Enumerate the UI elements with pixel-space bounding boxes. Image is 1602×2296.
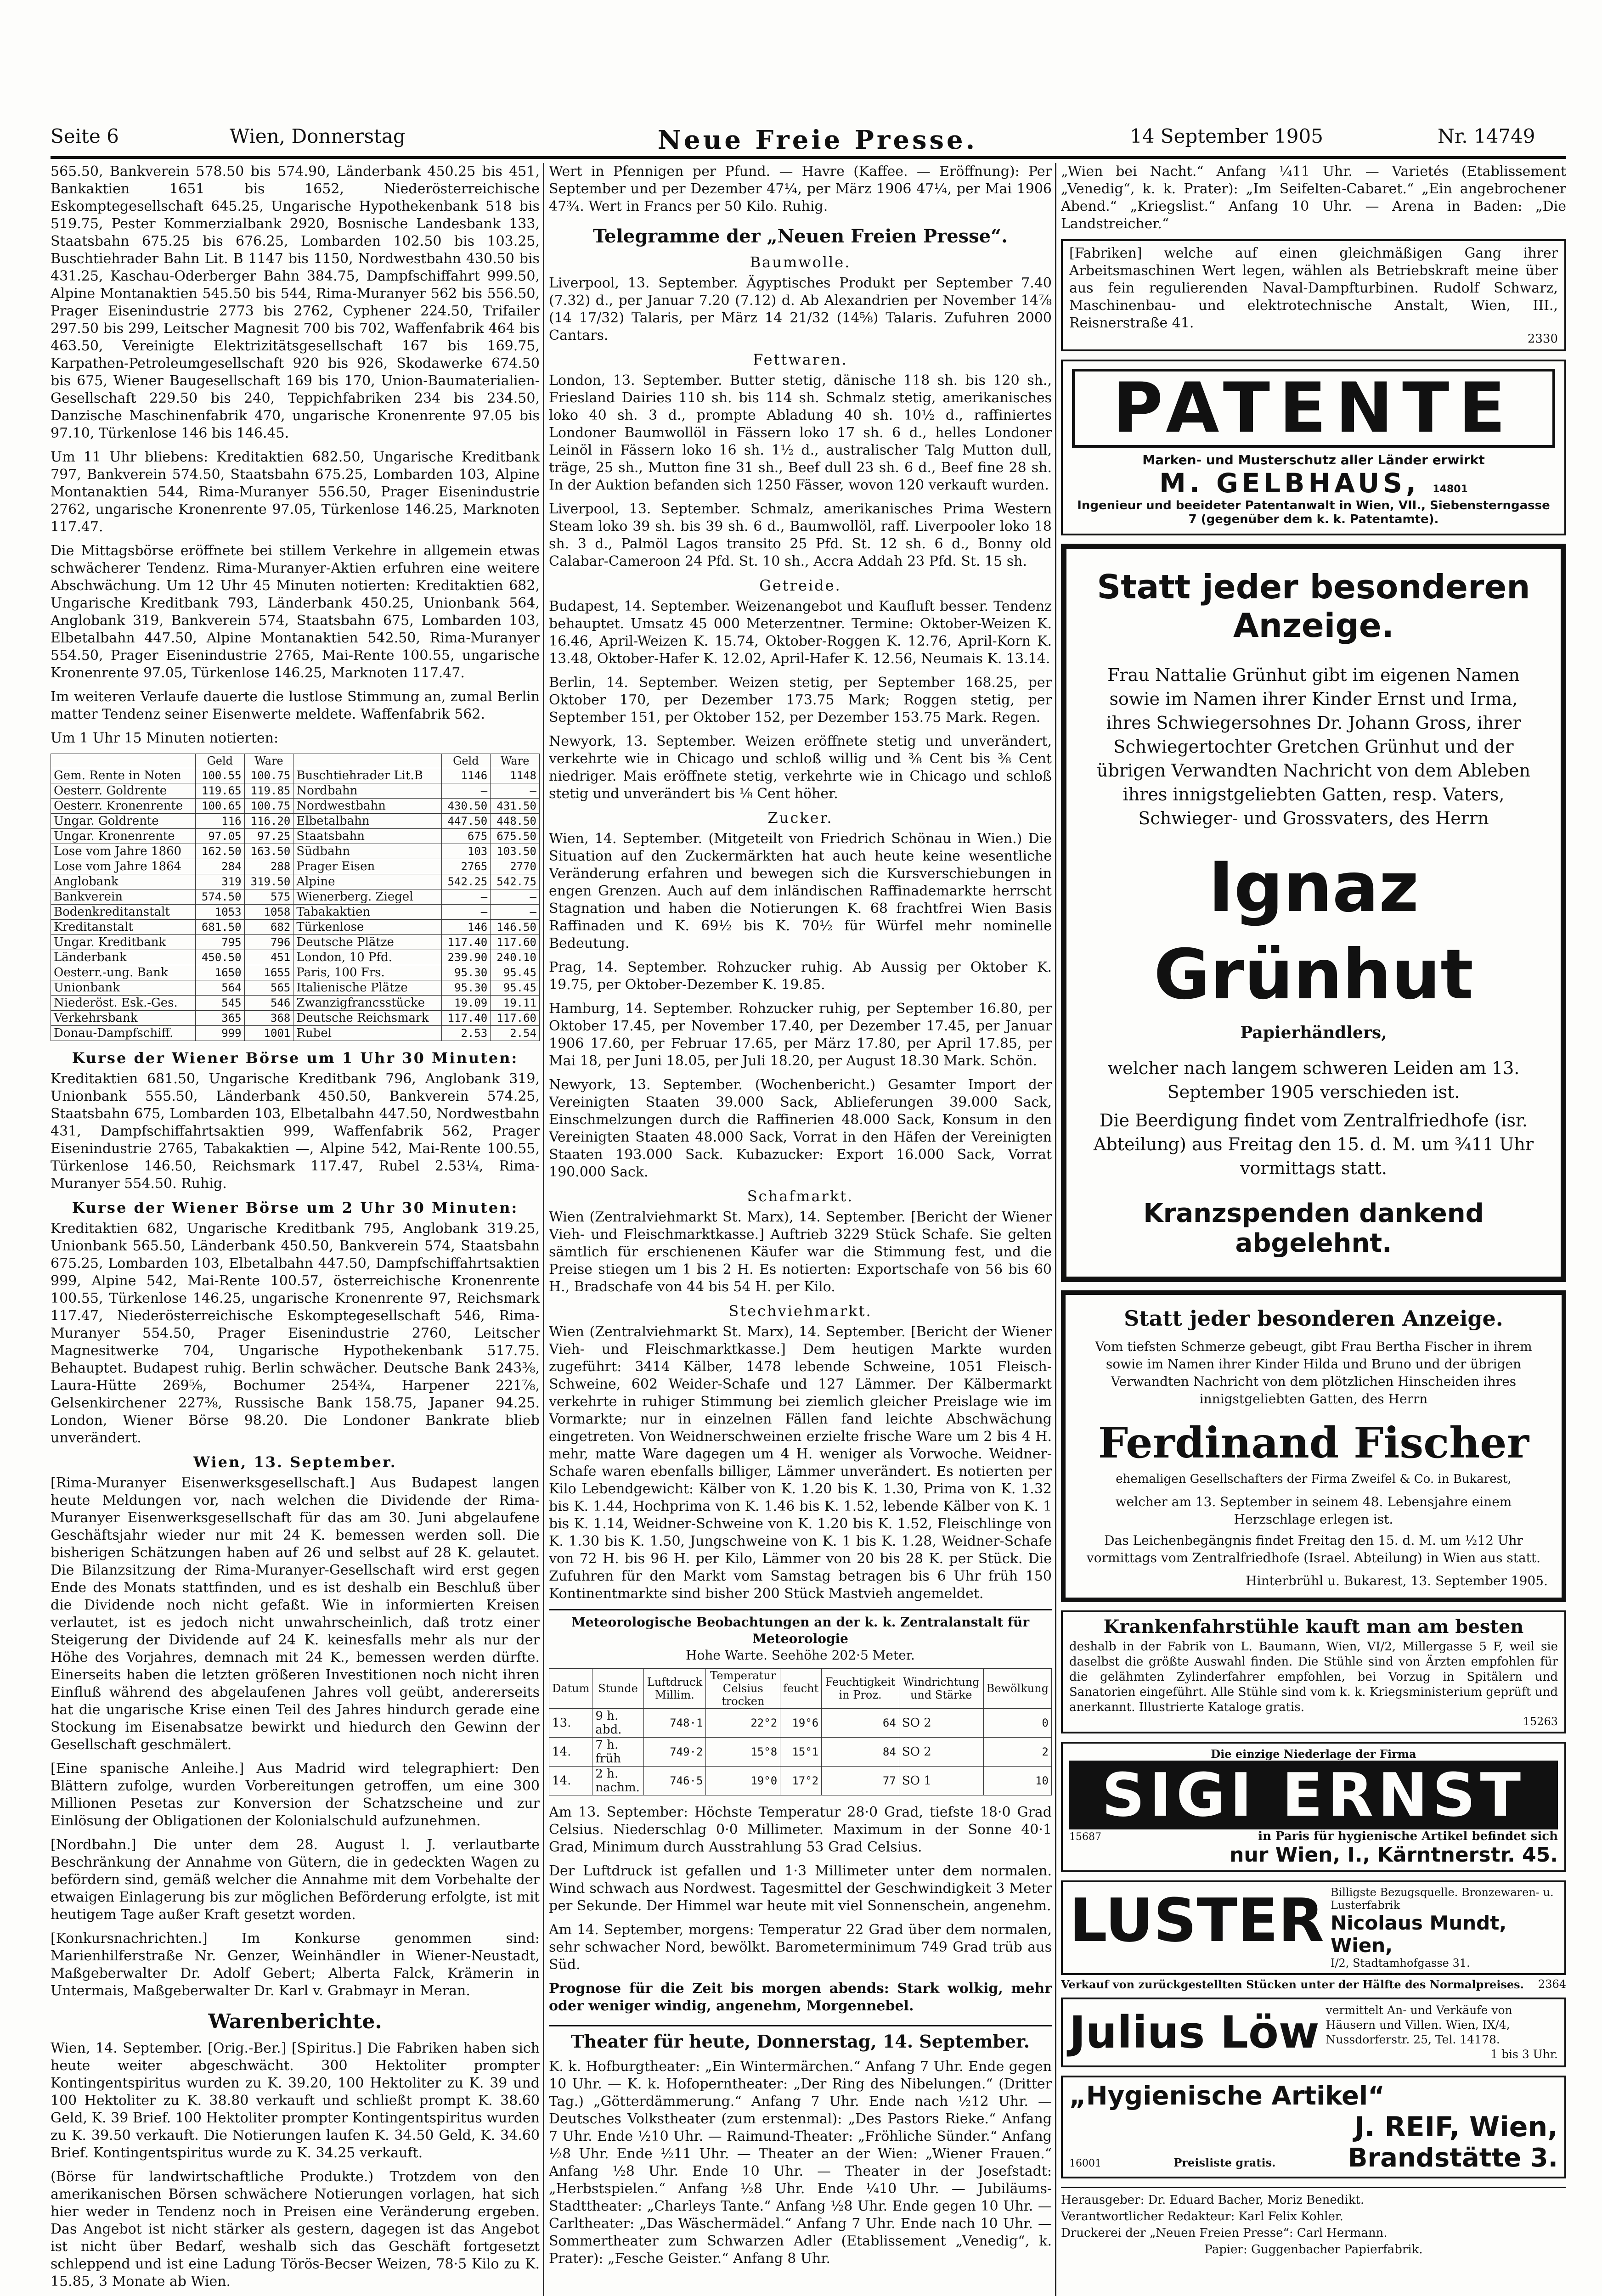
reif-ad: [1061, 2076, 1566, 2178]
table-cell: 19.11: [491, 996, 540, 1011]
article-text: Newyork, 13. September. Weizen eröffnete stetig und unverändert, verkehrte wie in Chicago und schloß willig und ⅜ Cent bis ⅜ Cent niedriger. Mais eröffnete stetig, verkehrte wie in Chicago und schloß stetig und unverändert bis ⅛ Cent höher.: [549, 733, 1052, 802]
ad-brand: LUSTER: [1069, 1885, 1324, 1955]
article-text: Berlin, 14. September. Weizen stetig, per September 168.25, per Oktober 170, per Dezember 173.75 Mark; Roggen stetig, per September 151, per Oktober 152, per Dezember 153.75 Mark. Regen.: [549, 675, 1052, 726]
article-text: Im weiteren Verlaufe dauerte die lustlose Stimmung an, zumal Berlin matter Tendenz seiner Eisenwerte meldete. Waffenfabrik 562.: [51, 689, 540, 722]
article-text: Hamburg, 14. September. Rohzucker ruhig, per September 16.80, per Oktober 17.45, per November 17.40, per Dezember 17.45, per Januar 1906 17.60, per Februar 17.65, per März 17.80, per April 17.85, per Mai 18, per Juni 18.05, per Juli 18.20, per August 18.30 Mark. Schön.: [549, 1001, 1052, 1069]
section-heading: Warenberichte.: [208, 2010, 382, 2033]
table-cell: Deutsche Reichsmark: [293, 1011, 441, 1026]
obituary-heading: Statt jeder besonderen Anzeige.: [1097, 568, 1530, 645]
table-cell: 447.50: [441, 814, 491, 829]
table-caption: Um 1 Uhr 15 Minuten notierten:: [51, 730, 279, 746]
ad-number: 15263: [1523, 1715, 1558, 1728]
table-cell: 95.30: [441, 965, 491, 980]
ad-name: J. REIF, Wien,: [1354, 2111, 1558, 2143]
obituary-text: Vom tiefsten Schmerze gebeugt, gibt Frau Bertha Fischer in ihrem sowie im Namen ihrer Kinder Hilda und Bruno und der übrigen Verwandten Nachricht von dem plötzlichen Hinscheiden ihres innigstgeliebten Gatten, des Herrn: [1095, 1339, 1532, 1407]
table-cell: Oesterr. Goldrente: [51, 783, 196, 799]
table-cell: 749·2: [643, 1738, 706, 1767]
table-cell: 546: [244, 996, 293, 1011]
article-text: Am 13. September: Höchste Temperatur 28·0 Grad, tiefste 18·0 Grad Celsius. Niederschlag 0·0 Millimeter. Maximum in der Sonne 40·1 Grad, Minimum durch Ausstrahlung 53 Grad Celsius.: [549, 1804, 1052, 1855]
table-cell: Donau-Dampfschiff.: [51, 1026, 196, 1041]
table-cell: Niederöst. Esk.-Ges.: [51, 996, 196, 1011]
table-header-row: [51, 754, 540, 768]
ad-number: 2364: [1538, 1978, 1566, 1991]
table-header-cell: Datum: [549, 1669, 592, 1709]
ad-text: Preisliste gratis.: [1173, 2156, 1276, 2169]
article-text: [Rima-Muranyer Eisenwerksgesellschaft.] Aus Budapest langen heute Meldungen vor, nach welchen die Dividende der Rima-Muranyer Eisenwerksgesellschaft für das am 30. Juni abgelaufene Geschäftsjahr wieder nur mit 24 K. bemessen werden soll. Die bisherigen Schätzungen haben auf 26 und selbst auf 28 K. gelautet. Die Bilanzsitzung der Rima-Muranyer-Gesellschaft wird erst gegen Ende des Monats stattfinden, und es ist deshalb ein Beschluß über die Dividende noch nicht gefaßt. Wie in informierten Kreisen verlautet, ist es jedoch nicht unwahrscheinlich, daß trotz einer Steigerung der Dividende auf 24 K. keinesfalls mehr als nur der Höhe des Vorjahres, demnach mit 24 K., bemessen werden dürfte. Einerseits haben die letzten größeren Investitionen noch nicht ihren Einfluß während des abgelaufenen Jahres voll geübt, andererseits hat die ungarische Krise einen Teil des Jahres hindurch gerade eine Stockung im Eisenabsatze bewirkt und hiedurch den Gewinn der Gesellschaft geschmälert.: [51, 1475, 540, 1753]
table-cell: Gem. Rente in Noten: [51, 768, 196, 783]
table-cell: 1650: [195, 965, 244, 980]
article-text: London, 13. September. Butter stetig, dänische 118 sh. bis 120 sh., Friesland Dairies 110 sh. bis 114 sh. Schmalz stetig, amerikanisches loko 40 sh. 3 d., prompte Abladung 40 sh. 10½ d., raffiniertes Londoner Baumwollöl in Fässern loko 17 sh. 6 d., helles Londoner Leinöl in Fässern loko 16 sh. 1½ d., australischer Talg Mutton dull, träge, 25 sh., Mutton fine 31 sh., Beef dull 23 sh. 6 d., Beef fine 28 sh. In der Auktion befanden sich 1250 Fässer, wovon 120 verkauft wurden.: [549, 372, 1052, 493]
section-heading: Kurse der Wiener Börse um 1 Uhr 30 Minuten:: [72, 1049, 519, 1067]
table-cell: 430.50: [441, 799, 491, 814]
article-text: Kreditaktien 681.50, Ungarische Kreditbank 796, Anglobank 319, Unionbank 555.50, Länderbank 450.50, Bankverein 574.25, Staatsbahn 675, Lombarden 103, Elbetalbahn 447.50, Nordwestbahn 431, Dampfschiffahrtsaktien 999, Waffenfabrik 562, Prager Eisenindustrie 2765, Tabakaktien —, Alpine 542, Mai-Rente 100.55, Türkenlose 146.50, Reichsmark 117.47, Rubel 2.53¼, Rima-Muranyer 554.50. Ruhig.: [51, 1071, 540, 1192]
ad-number: 16001: [1069, 2158, 1101, 2169]
table-row: [51, 920, 540, 935]
table-header-cell: Windrichtung und Stärke: [899, 1669, 983, 1709]
table-header-cell: [293, 754, 441, 768]
table-header-row: [549, 1669, 1052, 1709]
article-text: [Nordbahn.] Die unter dem 28. August l. J. verlautbarte Beschränkung der Annahme von Gütern, die in gedeckten Wagen zu befördern sind, gemäß welcher die Annahme mit dem Vorbehalte der etwaigen Einlagerung bis zur möglichen Beförderung erfolgte, ist mit heutigem Tage außer Kraft gesetzt worden.: [51, 1837, 540, 1923]
table-row: [51, 905, 540, 920]
table-cell: 119.65: [195, 783, 244, 799]
table-cell: 14.: [549, 1767, 592, 1795]
table-cell: London, 10 Pfd.: [293, 950, 441, 965]
table-cell: 116: [195, 814, 244, 829]
article-text: Liverpool, 13. September. Schmalz, amerikanisches Prima Western Steam loko 39 sh. bis 39 sh. 6 d., Baumwollöl, raff. Liverpooler loko 18 sh. 3 d., Palmöl Lagos transito 25 Pfd. St. 12 sh. 6 d., Bonny old Calabar-Cameroon 24 Pfd. St. 10 sh., Accra Addah 23 Pfd. St. 15 sh.: [549, 501, 1052, 569]
table-cell: 22°2: [706, 1709, 780, 1738]
subheading: Stechviehmarkt.: [728, 1302, 872, 1320]
table-row: [51, 829, 540, 844]
quotation-table: [51, 754, 540, 1041]
table-cell: Ungar. Goldrente: [51, 814, 196, 829]
patent-heading: PATENTE: [1072, 369, 1555, 448]
table-cell: 565: [244, 980, 293, 996]
article-text: Die Mittagsbörse eröffnete bei stillem Verkehre in allgemein etwas schwächerer Tendenz. Rima-Muranyer-Aktien erfuhren eine weitere Abschwächung. Um 12 Uhr 45 Minuten notierten: Kreditaktien 682, Ungarische Kreditbank 793, Länderbank 450.25, Unionbank 564, Anglobank 319, Bankverein 574, Staatsbahn 675, Lombarden 103, Elbetalbahn 447.50, Alpine Montanaktien 542.50, Rima-Muranyer 554.50, Prager Eisenindustrie 2765, Mai-Rente 100.55, ungarische Kronenrente 97.05, Türkenlose 146.25, Marknoten 117.47.: [51, 543, 540, 681]
table-row: [549, 1767, 1052, 1795]
ad-text: vermittelt An- und Verkäufe von Häusern und Villen. Wien, IX/4, Nussdorferstr. 25, Tel. 14178.: [1326, 2003, 1512, 2046]
subheading: Fettwaren.: [753, 351, 848, 368]
table-cell: 95.45: [491, 980, 540, 996]
table-cell: —: [491, 783, 540, 799]
table-cell: SO 2: [899, 1709, 983, 1738]
subheading: Getreide.: [759, 577, 841, 594]
table-cell: 542.25: [441, 874, 491, 889]
table-row: [51, 935, 540, 950]
table-cell: 431.50: [491, 799, 540, 814]
table-cell: 117.60: [491, 1011, 540, 1026]
column-rule-2: [1055, 163, 1056, 2296]
table-cell: 574.50: [195, 889, 244, 905]
table-cell: Unionbank: [51, 980, 196, 996]
obituary-name: Ferdinand Fischer: [1098, 1418, 1529, 1468]
table-cell: Deutsche Plätze: [293, 935, 441, 950]
article-text: 565.50, Bankverein 578.50 bis 574.90, Länderbank 450.25 bis 451, Bankaktien 1651 bis 1652, Niederösterreichische Eskomptegesellschaft 645.25, Ungarische Hypothekenbank 518 bis 519.75, Pester Kommerzialbank 2920, Bosnische Landesbank 133, Staatsbahn 675.25 bis 676.25, Lombarden 102.50 bis 103.25, Buschtiehrader Bahn Lit. B 1147 bis 1150, Nordwestbahn 430.50 bis 431.25, Kaschau-Oderberger Bahn 384.75, Dampfschiffahrt 999.50, Alpine Montanaktien 545.50 bis 544, Rima-Muranyer 562 bis 556.50, Prager Eisenindustrie 2773 bis 2762, Cyphener 224.50, Trifailer 297.50 bis 299, Leitscher Magnesit 700 bis 702, Waffenfabrik 464 bis 463.50, Vereinigte Elektrizitätsgesellschaft 167 bis 169.75, Karpathen-Petroleumgesellschaft 920 bis 926, Skodawerke 674.50 bis 675, Wiener Baugesellschaft 169 bis 170, Union-Baumaterialien-Gesellschaft 229.50 bis 240, Teppichfabriken 234 bis 234.50, Danzische Maschinenfabrik 470, ungarische Kronenrente 97.05 bis 97.10, Türkenlose 146 bis 146.45.: [51, 163, 540, 441]
ad-text: [Fabriken] welche auf einen gleichmäßigen Gang ihrer Arbeitsmaschinen Wert legen, wählen als Betriebskraft meine über aus fein regulierenden Naval-Dampfturbinen. Rudolf Schwarz, Maschinenbau- und elektrotechnische Anstalt, Wien, III., Reisnerstraße 41.: [1069, 245, 1558, 331]
weather-title: Meteorologische Beobachtungen an der k. k. Zentralanstalt für Meteorologie: [549, 1609, 1052, 1647]
table-cell: 117.40: [441, 935, 491, 950]
table-header-cell: Temperatur Celsius trocken: [706, 1669, 780, 1709]
table-cell: Ungar. Kronenrente: [51, 829, 196, 844]
ad-heading: „Hygienische Artikel“: [1069, 2081, 1385, 2111]
table-cell: Lose vom Jahre 1864: [51, 859, 196, 874]
table-cell: Bodenkreditanstalt: [51, 905, 196, 920]
table-cell: 795: [195, 935, 244, 950]
ad-text: deshalb in der Fabrik von L. Baumann, Wien, VI/2, Millergasse 5 F, weil sie daselbst die größte Auswahl finden. Die Stühle sind von Ärzten empfohlen für die gelähmten Zylinderfahrer empfohlen, bei Vorzug in Spitälern und Sanatorien eingeführt. Alle Stühle sind vom k. k. Kriegsministerium geprüft und anerkannt. Illustrierte Kataloge gratis.: [1069, 1640, 1558, 1714]
imprint-line: Druckerei der „Neuen Freien Presse“: Carl Hermann.: [1061, 2226, 1388, 2240]
ad-brand: SIGI ERNST: [1069, 1761, 1558, 1829]
table-cell: 95.30: [441, 980, 491, 996]
table-cell: 682: [244, 920, 293, 935]
ad-heading: Krankenfahrstühle kauft man am besten: [1103, 1616, 1524, 1638]
table-row: [51, 768, 540, 783]
luster-ad: [1061, 1880, 1566, 1975]
table-cell: 365: [195, 1011, 244, 1026]
table-cell: 451: [244, 950, 293, 965]
table-header-cell: [51, 754, 196, 768]
table-cell: Rubel: [293, 1026, 441, 1041]
ad-address: nur Wien, I., Kärntnerstr. 45.: [1230, 1843, 1558, 1867]
table-cell: 542.75: [491, 874, 540, 889]
table-cell: 100.75: [244, 799, 293, 814]
ad-text: Ingenieur und beeideter Patentanwalt in Wien, VII., Siebensterngasse 7 (gegenüber dem k. k. Patentamte).: [1077, 499, 1550, 526]
table-cell: 2.53: [441, 1026, 491, 1041]
ad-text: Marken- und Musterschutz aller Länder erwirkt: [1142, 452, 1485, 467]
table-cell: 19°6: [780, 1709, 822, 1738]
section-heading: Telegramme der „Neuen Freien Presse“.: [592, 225, 1008, 247]
table-cell: 117.60: [491, 935, 540, 950]
ad-text: Die einzige Niederlage der Firma: [1211, 1747, 1416, 1761]
table-cell: 15°1: [780, 1738, 822, 1767]
article-text: K. k. Hofburgtheater: „Ein Wintermärchen.“ Anfang 7 Uhr. Ende gegen 10 Uhr. — K. k. Hofoperntheater: „Der Ring des Nibelungen.“ (Dritter Tag.) „Götterdämmerung.“ Anfang 7 Uhr. Ende nach ½12 Uhr. — Deutsches Volkstheater (zum erstenmal): „Des Pastors Rieke.“ Anfang 7 Uhr. Ende ½10 Uhr. — Raimund-Theater: „Fröhliche Sünder.“ Anfang ½8 Uhr. Ende ½11 Uhr. — Theater an der Wien: „Wiener Frauen.“ Anfang ½8 Uhr. Ende 10 Uhr. — Theater in der Josefstadt: „Herbstspielen.“ Anfang ½8 Uhr. Ende ¼10 Uhr. — Jubiläums-Stadttheater: „Charleys Tante.“ Anfang ½8 Uhr. Ende gegen 10 Uhr. — Carltheater: „Das Wäschermädel.“ Anfang 7 Uhr. Ende nach 10 Uhr. — Sommertheater zum Schwarzen Adler (Etablissement „Venedig“, k. Prater): „Fesche Geister.“ Anfang 8 Uhr.: [549, 2059, 1052, 2267]
article-text: Newyork, 13. September. (Wochenbericht.) Gesamter Import der Vereinigten Staaten 39.000 Sack, Ablieferungen 39.000 Sack, Einschmelzungen durch die Raffinerien 48.000 Sack, Konsum in den Vereinigten Staaten 48.000 Sack, Vorrat in den Häfen der Vereinigten Staaten 193.000 Sack. Kubazucker: Export 16.000 Sack, Vorrat 190.000 Sack.: [549, 1077, 1052, 1180]
table-header-cell: Ware: [244, 754, 293, 768]
table-cell: 146: [441, 920, 491, 935]
table-cell: —: [491, 905, 540, 920]
sigi-ernst-ad: [1061, 1742, 1566, 1872]
table-cell: —: [491, 889, 540, 905]
subheading: Zucker.: [767, 809, 833, 827]
ad-text: Billigste Bezugsquelle. Bronzewaren- u. Lusterfabrik: [1330, 1886, 1554, 1912]
table-cell: 1655: [244, 965, 293, 980]
table-row: [51, 980, 540, 996]
table-cell: SO 2: [899, 1738, 983, 1767]
table-cell: 100.55: [195, 768, 244, 783]
table-header-cell: Geld: [441, 754, 491, 768]
obituary-occupation: Papierhändlers,: [1240, 1023, 1387, 1042]
ad-number: 2330: [1527, 332, 1558, 346]
article-text: Wien (Zentralviehmarkt St. Marx), 14. September. [Bericht der Wiener Vieh- und Fleischmarktkasse.] Dem heutigen Markte wurden zugeführt: 3414 Kälber, 1478 lebende Schweine, 1051 Fleisch-Schweine, 602 Weider-Schafe und 127 Lämmer. Der Kälbermarkt verkehrte in ruhiger Stimmung bei ziemlich gleicher Preislage wie im Vormarkte; nur in einzelnen Fällen fand leichte Abschwächung eingetreten. Von Weidnerschweinen erzielte frische Ware um 2 bis 4 H. mehr, matte Ware dagegen um 4 H. weniger als Vorwoche. Weidner-Schafe waren ebenfalls billiger, Lämmer unverändert. Es notierten per Kilo Lebendgewicht: Kälber von K. 1.20 bis K. 1.30, Prima von K. 1.32 bis K. 1.44, Hochprima von K. 1.46 bis K. 1.52, lebende Kälber von K. 1 bis K. 1.14, Weidner-Schweine von K. 1.20 bis K. 1.52, Fleischlinge von K. 1.30 bis K. 1.50, Jungschweine von K. 1 bis K. 1.28, Weidner-Schafe von 72 H. bis 96 H. per Kilo, Lämmer von 20 bis 28 K. per Stück. Die Zufuhren für den Markt vom Samstag betragen bis 6 Uhr früh 150 Kontinentmarkte sind bisher 200 Stück Mastvieh angemeldet.: [549, 1324, 1052, 1602]
subheading: Baumwolle.: [750, 253, 851, 271]
imprint-line: Papier: Guggenbacher Papierfabrik.: [1204, 2243, 1423, 2257]
table-row: [51, 844, 540, 859]
obituary-notice-fischer: [1061, 1290, 1566, 1602]
place-day: Wien, Donnerstag: [230, 125, 406, 147]
table-cell: Italienische Plätze: [293, 980, 441, 996]
ad-details: [1326, 2003, 1558, 2062]
table-cell: 545: [195, 996, 244, 1011]
table-cell: 450.50: [195, 950, 244, 965]
table-row: [51, 859, 540, 874]
julius-loew-ad: [1061, 1998, 1566, 2067]
table-cell: 448.50: [491, 814, 540, 829]
table-cell: Wienerberg. Ziegel: [293, 889, 441, 905]
table-cell: 10: [983, 1767, 1051, 1795]
article-text: Budapest, 14. September. Weizenangebot und Kaufluft besser. Tendenz behauptet. Umsatz 45 000 Meterzentner. Termine: Oktober-Weizen K. 16.46, April-Weizen K. 15.74, Oktober-Roggen K. 12.76, April-Korn K. 13.48, Oktober-Hafer K. 12.02, April-Hafer K. 12.56, Neumais K. 13.14.: [549, 598, 1052, 667]
table-cell: 19.09: [441, 996, 491, 1011]
ad-row: [1069, 2143, 1558, 2173]
table-cell: Zwanzigfrancsstücke: [293, 996, 441, 1011]
table-header-cell: Feuchtigkeit in Proz.: [822, 1669, 899, 1709]
table-cell: 13.: [549, 1709, 592, 1738]
table-cell: 239.90: [441, 950, 491, 965]
article-text: Kreditaktien 682, Ungarische Kreditbank 795, Anglobank 319.25, Unionbank 565.50, Länderbank 450.50, Bankverein 574, Staatsbahn 675.25, Lombarden 103, Elbetalbahn 447.50, Dampfschiffahrtsaktien 999, Alpine 542, Mai-Rente 100.57, österreichische Kronenrente 100.55, Türkenlose 146.25, ungarische Kronenrente 97, Reichsmark 117.47, Niederösterreichische Eskomptegesellschaft 546, Rima-Muranyer 554.50, Prager Eisenindustrie 2760, Leitscher Magnesitwerke 704, Ungarische Hypothekenbank 517.75. Behauptet. Budapest ruhig. Berlin schwächer. Deutsche Bank 243⅜, Laura-Hütte 269⅝, Bochumer 254¾, Harpener 221⅞, Gelsenkirchener 227⅜, Russische Bank 158.75, Japaner 94.25. London, Wiener Börse 98.20. Die Londoner Bankrate blieb unverändert.: [51, 1221, 540, 1446]
table-cell: 1053: [195, 905, 244, 920]
middle-column: [549, 163, 1052, 2296]
issue-date: 14 September 1905: [1130, 125, 1323, 147]
newspaper-title: Neue Freie Presse.: [657, 125, 978, 155]
obituary-heading: Statt jeder besonderen Anzeige.: [1124, 1306, 1503, 1331]
obituary-text: welcher nach langem schweren Leiden am 13. September 1905 verschieden ist.: [1107, 1058, 1520, 1102]
table-cell: 14.: [549, 1738, 592, 1767]
table-header-cell: Ware: [491, 754, 540, 768]
table-cell: Staatsbahn: [293, 829, 441, 844]
table-cell: Länderbank: [51, 950, 196, 965]
patent-ad: [1061, 360, 1566, 535]
table-cell: Prager Eisen: [293, 859, 441, 874]
table-cell: 17°2: [780, 1767, 822, 1795]
table-cell: 117.40: [441, 1011, 491, 1026]
right-column: [1061, 163, 1566, 2296]
ad-address: Brandstätte 3.: [1348, 2143, 1558, 2173]
table-cell: Nordwestbahn: [293, 799, 441, 814]
ad-address: I/2, Stadtamhofgasse 31.: [1330, 1957, 1470, 1970]
table-cell: 368: [244, 1011, 293, 1026]
table-cell: Türkenlose: [293, 920, 441, 935]
table-row: [51, 996, 540, 1011]
section-heading: Theater für heute, Donnerstag, 14. September.: [549, 2025, 1052, 2052]
table-cell: 100.75: [244, 768, 293, 783]
obituary-text: Die Beerdigung findet vom Zentralfriedhofe (isr. Abteilung) aus Freitag den 15. d. M. um ¾11 Uhr vormittags statt.: [1093, 1110, 1534, 1178]
table-cell: —: [441, 889, 491, 905]
table-cell: 103: [441, 844, 491, 859]
obituary-text: welcher am 13. September in seinem 48. Lebensjahre einem Herzschlage erlegen ist.: [1115, 1494, 1512, 1527]
table-cell: 95.45: [491, 965, 540, 980]
table-cell: 77: [822, 1767, 899, 1795]
ad-row: [1069, 1829, 1558, 1843]
table-header-cell: Stunde: [592, 1669, 643, 1709]
table-cell: SO 1: [899, 1767, 983, 1795]
table-cell: 2: [983, 1738, 1051, 1767]
table-cell: Buschtiehrader Lit.B: [293, 768, 441, 783]
table-cell: Nordbahn: [293, 783, 441, 799]
table-row: [549, 1738, 1052, 1767]
table-row: [51, 950, 540, 965]
table-cell: 1001: [244, 1026, 293, 1041]
ad-text: „Wien bei Nacht.“ Anfang ¼11 Uhr. — Varietés (Etablissement „Venedig“, k. k. Prater): „Im Seifelten-Cabaret.“ „Ein angebrochener Abend.“ „Kriegslist.“ Anfang 10 Uhr. — Arena in Baden: „Die Landstreicher.“: [1061, 163, 1566, 232]
table-cell: 15°8: [706, 1738, 780, 1767]
table-cell: 119.85: [244, 783, 293, 799]
table-row: [51, 874, 540, 889]
table-cell: Paris, 100 Frs.: [293, 965, 441, 980]
table-cell: 0: [983, 1709, 1051, 1738]
table-cell: 97.25: [244, 829, 293, 844]
table-cell: Ungar. Kreditbank: [51, 935, 196, 950]
article-text: Wien (Zentralviehmarkt St. Marx), 14. September. [Bericht der Wiener Vieh- und Fleischmarktkasse.] Auftrieb 3229 Stück Schafe. Sie gelten sämtlich für erschienenen Käufer war die Stimmung fest, und die Preise stiegen um 1 bis 2 H. Es notierten: Exportschafe von 56 bis 60 H., Bradschafe von 44 bis 54 H. per Kilo.: [549, 1209, 1052, 1295]
weather-subtitle: Hohe Warte. Seehöhe 202·5 Meter.: [686, 1648, 915, 1663]
table-cell: 84: [822, 1738, 899, 1767]
table-cell: 675: [441, 829, 491, 844]
table-cell: 746·5: [643, 1767, 706, 1795]
table-row: [51, 965, 540, 980]
table-header-cell: feucht: [780, 1669, 822, 1709]
table-cell: 564: [195, 980, 244, 996]
article-text: Wien, 14. September. [Orig.-Ber.] [Spiritus.] Die Fabriken haben sich heute weiter abgeschwächt. 300 Hektoliter prompter Kontingentspiritus wurden zu K. 39.20, 100 Hektoliter zu K. 39 und 100 Hektoliter zu K. 38.80 verkauft und schließt prompt K. 38.60 Geld, K. 39 Brief. 100 Hektoliter prompter Kontingentspiritus wurden zu K. 39.50 verkauft. Die Notierungen laufen K. 34.50 Geld, K. 34.60 Brief. Kontingentspiritus wurde zu K. 34.25 verkauft.: [51, 2040, 540, 2161]
table-cell: 163.50: [244, 844, 293, 859]
left-column: [51, 163, 540, 2296]
obituary-footer: Hinterbrühl u. Bukarest, 13. September 1905.: [1246, 1573, 1548, 1588]
table-cell: 796: [244, 935, 293, 950]
table-cell: 1148: [491, 768, 540, 783]
table-cell: 116.20: [244, 814, 293, 829]
table-cell: 2.54: [491, 1026, 540, 1041]
ad-brand: Julius Löw: [1069, 2007, 1320, 2058]
table-cell: 748·1: [643, 1709, 706, 1738]
subheading: Schafmarkt.: [747, 1187, 854, 1205]
article-text: Am 14. September, morgens: Temperatur 22 Grad über dem normalen, sehr schwacher Nord, bewölkt. Barometerminimum 749 Grad trüb aus Süd.: [549, 1922, 1052, 1973]
table-cell: Tabakaktien: [293, 905, 441, 920]
table-cell: —: [441, 783, 491, 799]
table-header-cell: Luftdruck Millim.: [643, 1669, 706, 1709]
table-cell: 97.05: [195, 829, 244, 844]
obituary-text: Frau Nattalie Grünhut gibt im eigenen Namen sowie im Namen ihrer Kinder Ernst und Irma, ihres Schwiegersohnes Dr. Johann Gross, ihrer Schwiegertochter Gretchen Grünhut und der übrigen Verwandten Nachricht von dem Ableben ihres innigstgeliebten Gatten, resp. Vaters, Schwieger- und Grossvaters, des Herrn: [1097, 665, 1530, 828]
obituary-notice-gruenhut: [1061, 544, 1566, 1282]
table-cell: 64: [822, 1709, 899, 1738]
ad-text: in Paris für hygienische Artikel befindet sich: [1258, 1829, 1558, 1843]
table-cell: 999: [195, 1026, 244, 1041]
section-heading: Wien, 13. September.: [193, 1453, 397, 1471]
ad-details: [1331, 1886, 1558, 1970]
article-text: Der Luftdruck ist gefallen und 1·3 Millimeter unter dem normalen. Wind schwach aus Nordwest. Tagesmittel der Geschwindigkeit 3 Meter per Sekunde. Der Himmel war heute mit viel Sonnenschein, angenehm.: [549, 1863, 1052, 1914]
table-cell: 1146: [441, 768, 491, 783]
table-cell: 681.50: [195, 920, 244, 935]
ad-number: 14801: [1433, 484, 1468, 495]
table-row: [51, 783, 540, 799]
table-cell: 162.50: [195, 844, 244, 859]
article-text: Liverpool, 13. September. Ägyptisches Produkt per September 7.40 (7.32) d., per Januar 7.20 (7.12) d. Ab Alexandrien per November 14⅞ (14 17/32) Talaris, per März 14 21/32 (14⅝) Talaris. Zufuhren 2000 Cantars.: [549, 275, 1052, 343]
article-text: Wien, 14. September. (Mitgeteilt von Friedrich Schönau in Wien.) Die Situation auf den Zuckermärkten hat auch heute keine wesentliche Veränderung erfahren und bewegen sich die Kursverschiebungen in engen Grenzen. Auch auf dem inländischen Raffinademarkte herrscht Stagnation und haben die Notierungen K. 68 frachtfrei Wien Basis Raffinaden und K. 69½ bis K. 70½ für Würfel mehr nominelle Bedeutung.: [549, 831, 1052, 951]
table-cell: 2 h. nachm.: [592, 1767, 643, 1795]
table-row: [51, 889, 540, 905]
imprint: [1061, 2187, 1566, 2258]
table-cell: 319: [195, 874, 244, 889]
table-cell: Lose vom Jahre 1860: [51, 844, 196, 859]
ad-text: 1 bis 3 Uhr.: [1490, 2048, 1558, 2061]
obituary-occupation: ehemaligen Gesellschafters der Firma Zweifel & Co. in Bukarest,: [1116, 1472, 1512, 1486]
table-cell: Oesterr. Kronenrente: [51, 799, 196, 814]
table-cell: Südbahn: [293, 844, 441, 859]
table-cell: 284: [195, 859, 244, 874]
issue-number: Nr. 14749: [1438, 125, 1535, 147]
table-cell: Bankverein: [51, 889, 196, 905]
page-number: Seite 6: [51, 125, 119, 147]
section-heading: Kurse der Wiener Börse um 2 Uhr 30 Minuten:: [72, 1199, 519, 1216]
masthead: [51, 115, 1566, 159]
article-text: [Konkursnachrichten.] Im Konkurse genommen sind: Marienhilferstraße Nr. Genzer, Weinhändler in Wiener-Neustadt, Maßgeberwalter Dr. Adolf Gebert; Alberta Falck, Krämerin in Untermais, Maßgeberwalter Dr. Karl v. Grabmayr in Meran.: [51, 1930, 540, 1999]
article-text: [Eine spanische Anleihe.] Aus Madrid wird telegraphiert: Den Blättern zufolge, wurden Vorbereitungen getroffen, um eine 300 Millionen Pesetas zur Konversion der Schatzscheine und zur Einlösung der Obligationen der Kolonialschuld aufzunehmen.: [51, 1761, 540, 1829]
table-cell: 675.50: [491, 829, 540, 844]
article-text: Um 11 Uhr bliebens: Kreditaktien 682.50, Ungarische Kreditbank 797, Bankverein 574.50, Staatsbahn 675.25, Lombarden 103, Alpine Montanaktien 544, Rima-Muranyer 556.50, Prager Eisenindustrie 2762, ungarische Kronenrente 97.05, Türkenlose 146.25, Marknoten 117.47.: [51, 449, 540, 535]
table-cell: Alpine: [293, 874, 441, 889]
table-header-cell: Geld: [195, 754, 244, 768]
table-row: [51, 1026, 540, 1041]
article-text: Prag, 14. September. Rohzucker ruhig. Ab Aussig per Oktober K. 19.75, per Oktober-Dezember K. 19.85.: [549, 959, 1052, 993]
obituary-text: Das Leichenbegängnis findet Freitag den 15. d. M. um ½12 Uhr vormittags vom Zentralfriedhofe (Israel. Abteilung) in Wien aus statt.: [1086, 1533, 1541, 1565]
article-text: (Börse für landwirtschaftliche Produkte.) Trotzdem von den amerikanischen Börsen schwächere Notierungen vorlagen, hat sich hier weder in Tendenz noch in Preisen eine Veränderung ergeben. Das Angebot ist nicht stärker als gestern, dagegen ist das Angebot ist nicht über Bedarf, weshalb sich das Geschäft fortgesetzt schleppend und ist eine Ladung Törös-Becser Weizen, 78·5 Kilo zu K. 15.85, 3 Monate ab Wien.: [51, 2169, 540, 2290]
table-cell: Verkehrsbank: [51, 1011, 196, 1026]
obituary-footer: Kranzspenden dankend abgelehnt.: [1143, 1199, 1484, 1258]
table-cell: Kreditanstalt: [51, 920, 196, 935]
table-cell: 1058: [244, 905, 293, 920]
table-cell: 146.50: [491, 920, 540, 935]
table-header-cell: Bewölkung: [983, 1669, 1051, 1709]
table-cell: Elbetalbahn: [293, 814, 441, 829]
weather-table: [549, 1668, 1052, 1795]
table-row: [549, 1709, 1052, 1738]
table-row: [51, 799, 540, 814]
forecast-text: Prognose für die Zeit bis morgen abends: Stark wolkig, mehr oder weniger windig, angenehm, Morgennebel.: [549, 1981, 1052, 2014]
obituary-name: Ignaz Grünhut: [1154, 848, 1473, 1015]
ad-number: 15687: [1069, 1831, 1101, 1843]
table-cell: —: [441, 905, 491, 920]
article-text: Wert in Pfennigen per Pfund. — Havre (Kaffee. — Eröffnung): Per September und per Dezember 47¼, per März 1906 47¼, per Mai 1906 47¾. Wert in Francs per 50 Kilo. Ruhig.: [549, 163, 1052, 214]
patent-name-line: [1072, 467, 1555, 499]
table-cell: 19°0: [706, 1767, 780, 1795]
table-cell: Oesterr.-ung. Bank: [51, 965, 196, 980]
patent-agent-name: M. GELBHAUS,: [1159, 467, 1420, 499]
table-cell: 575: [244, 889, 293, 905]
table-cell: 100.65: [195, 799, 244, 814]
ad-text: Verkauf von zurückgestellten Stücken unter der Hälfte des Normalpreises.: [1061, 1978, 1524, 1991]
table-cell: 319.50: [244, 874, 293, 889]
table-cell: 240.10: [491, 950, 540, 965]
ad-name: Nicolaus Mundt, Wien,: [1330, 1912, 1507, 1957]
imprint-line: Verantwortlicher Redakteur: Karl Felix Kohler.: [1061, 2210, 1343, 2223]
table-cell: Anglobank: [51, 874, 196, 889]
table-row: [51, 1011, 540, 1026]
table-cell: 288: [244, 859, 293, 874]
table-row: [51, 814, 540, 829]
column-rule-1: [543, 163, 544, 2296]
table-cell: 2770: [491, 859, 540, 874]
table-cell: 2765: [441, 859, 491, 874]
table-cell: 9 h. abd.: [592, 1709, 643, 1738]
imprint-line: Herausgeber: Dr. Eduard Bacher, Moriz Benedikt.: [1061, 2193, 1365, 2207]
factory-ad: [1061, 239, 1566, 351]
table-cell: 7 h. früh: [592, 1738, 643, 1767]
table-cell: 103.50: [491, 844, 540, 859]
luster-ad-footer: [1061, 1978, 1566, 1991]
wheelchair-ad: [1061, 1610, 1566, 1733]
